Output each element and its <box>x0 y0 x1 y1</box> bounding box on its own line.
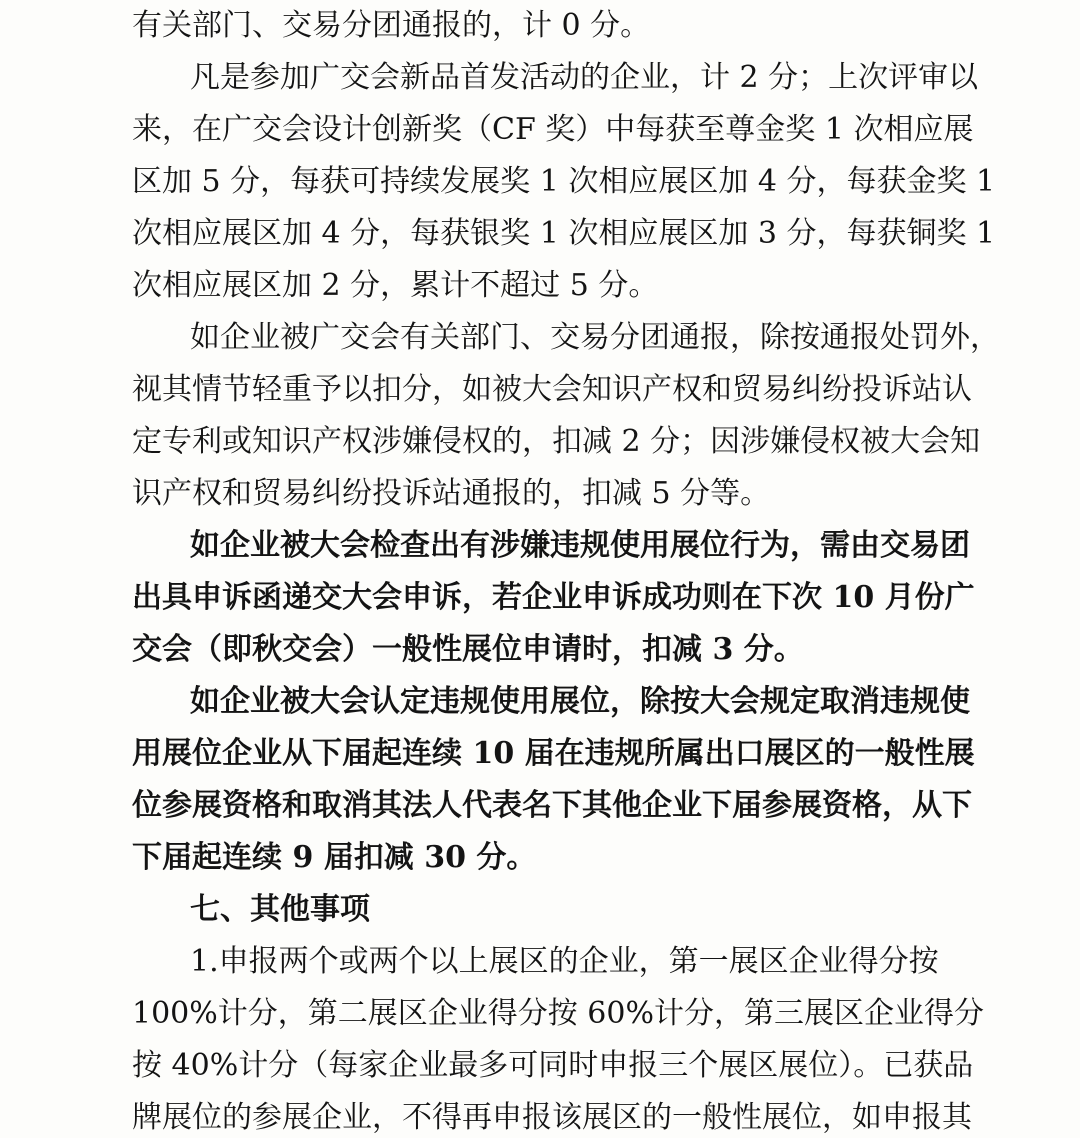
text-line: 位参展资格和取消其法人代表名下其他企业下届参展资格，从下 <box>132 788 972 823</box>
text-line: 100%计分，第二展区企业得分按 60%计分，第三展区企业得分 <box>132 996 984 1031</box>
text-line: 牌展位的参展企业，不得再申报该展区的一般性展位，如申报其 <box>132 1100 972 1135</box>
text-line: 视其情节轻重予以扣分，如被大会知识产权和贸易纠纷投诉站认 <box>132 372 972 407</box>
text-line: 有关部门、交易分团通报的，计 0 分。 <box>132 8 651 43</box>
text-line: 来，在广交会设计创新奖（CF 奖）中每获至尊金奖 1 次相应展 <box>132 112 974 147</box>
text-line: 区加 5 分，每获可持续发展奖 1 次相应展区加 4 分，每获金奖 1 <box>132 164 996 199</box>
text-line: 次相应展区加 4 分，每获银奖 1 次相应展区加 3 分，每获铜奖 1 <box>132 216 996 251</box>
text-line: 如企业被广交会有关部门、交易分团通报，除按通报处罚外， <box>190 320 1000 355</box>
text-line: 如企业被大会检查出有涉嫌违规使用展位行为，需由交易团 <box>190 528 970 563</box>
text-line: 识产权和贸易纠纷投诉站通报的，扣减 5 分等。 <box>132 476 771 511</box>
text-line: 如企业被大会认定违规使用展位，除按大会规定取消违规使 <box>190 684 970 719</box>
text-line: 下届起连续 9 届扣减 30 分。 <box>132 840 537 875</box>
text-line: 次相应展区加 2 分，累计不超过 5 分。 <box>132 268 659 303</box>
text-line: 凡是参加广交会新品首发活动的企业，计 2 分；上次评审以 <box>190 60 979 95</box>
text-line: 定专利或知识产权涉嫌侵权的，扣减 2 分；因涉嫌侵权被大会知 <box>132 424 981 459</box>
text-line: 1.申报两个或两个以上展区的企业，第一展区企业得分按 <box>190 944 939 979</box>
text-line: 用展位企业从下届起连续 10 届在违规所属出口展区的一般性展 <box>132 736 975 771</box>
text-line: 七、其他事项 <box>190 892 370 927</box>
text-line: 交会（即秋交会）一般性展位申请时，扣减 3 分。 <box>132 632 804 667</box>
text-line: 出具申诉函递交大会申诉，若企业申诉成功则在下次 10 月份广 <box>132 580 975 615</box>
text-line: 按 40%计分（每家企业最多可同时申报三个展区展位）。已获品 <box>132 1048 974 1083</box>
